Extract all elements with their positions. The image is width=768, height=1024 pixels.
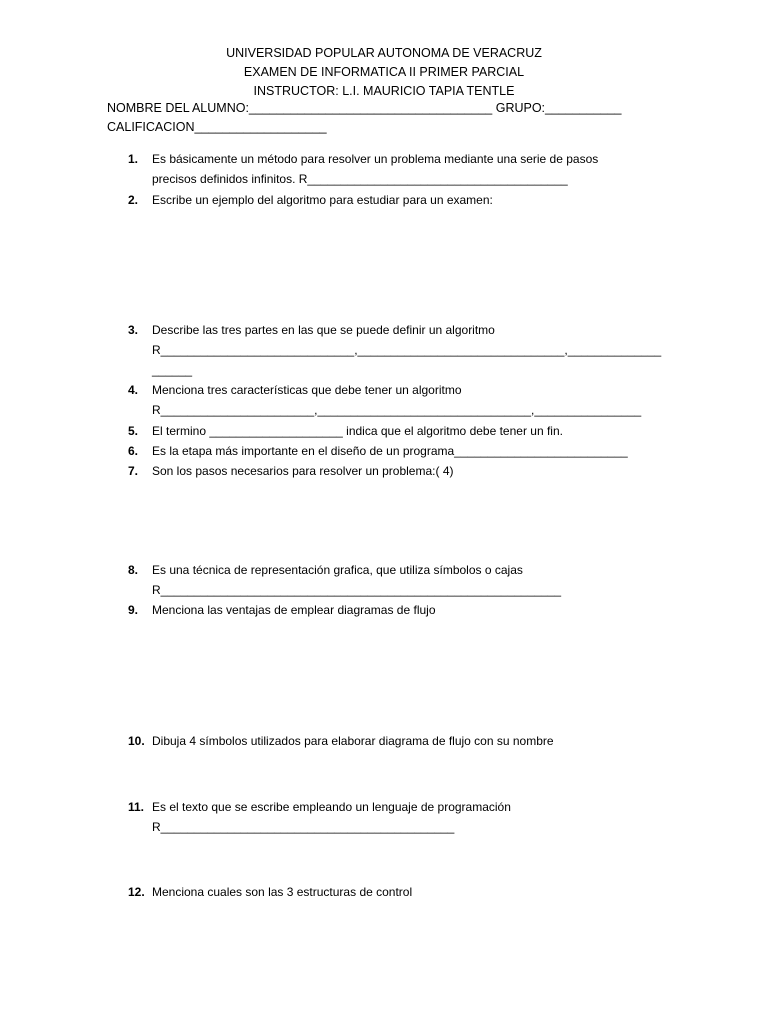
question-number: 3. bbox=[128, 323, 139, 337]
answer-line: R____________________________________________________________ bbox=[152, 583, 562, 597]
answer-line: R_____________________________,_______________________________,______________ bbox=[152, 343, 662, 357]
answer-line: precisos definidos infinitos. R_______________________________________ bbox=[152, 172, 568, 186]
answer-line: R_______________________,________________________________,________________ bbox=[152, 403, 642, 417]
question-text: Menciona tres características que debe tener un algoritmo bbox=[152, 383, 462, 397]
question-number: 6. bbox=[128, 444, 139, 458]
question-number: 4. bbox=[128, 383, 139, 397]
exam-title: EXAMEN DE INFORMATICA II PRIMER PARCIAL bbox=[243, 65, 525, 79]
question-number: 5. bbox=[128, 424, 139, 438]
question-number: 9. bbox=[128, 603, 139, 617]
question-text: Es básicamente un método para resolver un problema mediante una serie de pasos bbox=[152, 152, 599, 166]
question-number: 2. bbox=[128, 193, 139, 207]
question-text: Menciona las ventajas de emplear diagramas de flujo bbox=[152, 603, 436, 617]
question-number: 1. bbox=[128, 152, 139, 166]
question-text: Menciona cuales son las 3 estructuras de control bbox=[152, 885, 413, 899]
question-text: Dibuja 4 símbolos utilizados para elaborar diagrama de flujo con su nombre bbox=[152, 734, 554, 748]
question-number: 8. bbox=[128, 563, 139, 577]
grade-line: CALIFICACION___________________ bbox=[107, 120, 327, 134]
answer-line-continued: ______ bbox=[152, 363, 193, 377]
question-number: 12. bbox=[128, 885, 145, 899]
exam-header bbox=[0, 44, 768, 101]
question-number: 11. bbox=[128, 800, 145, 814]
question-text: El termino ____________________ indica que el algoritmo debe tener un fin. bbox=[152, 424, 563, 438]
question-text: Son los pasos necesarios para resolver un problema:( 4) bbox=[152, 464, 454, 478]
question-text: Escribe un ejemplo del algoritmo para estudiar para un examen: bbox=[152, 193, 493, 207]
question-text: Es la etapa más importante en el diseño de un programa__________________________ bbox=[152, 444, 628, 458]
instructor-line: INSTRUCTOR: L.I. MAURICIO TAPIA TENTLE bbox=[253, 84, 515, 98]
question-number: 10. bbox=[128, 734, 145, 748]
question-number: 7. bbox=[128, 464, 139, 478]
question-text: Es el texto que se escribe empleando un lenguaje de programación bbox=[152, 800, 511, 814]
question-text: Describe las tres partes en las que se puede definir un algoritmo bbox=[152, 323, 495, 337]
student-name-line: NOMBRE DEL ALUMNO:___________________________________ GRUPO:___________ bbox=[107, 101, 622, 115]
university-title: UNIVERSIDAD POPULAR AUTONOMA DE VERACRUZ bbox=[226, 46, 542, 60]
question-text: Es una técnica de representación grafica, que utiliza símbolos o cajas bbox=[152, 563, 523, 577]
answer-line: R____________________________________________ bbox=[152, 820, 455, 834]
